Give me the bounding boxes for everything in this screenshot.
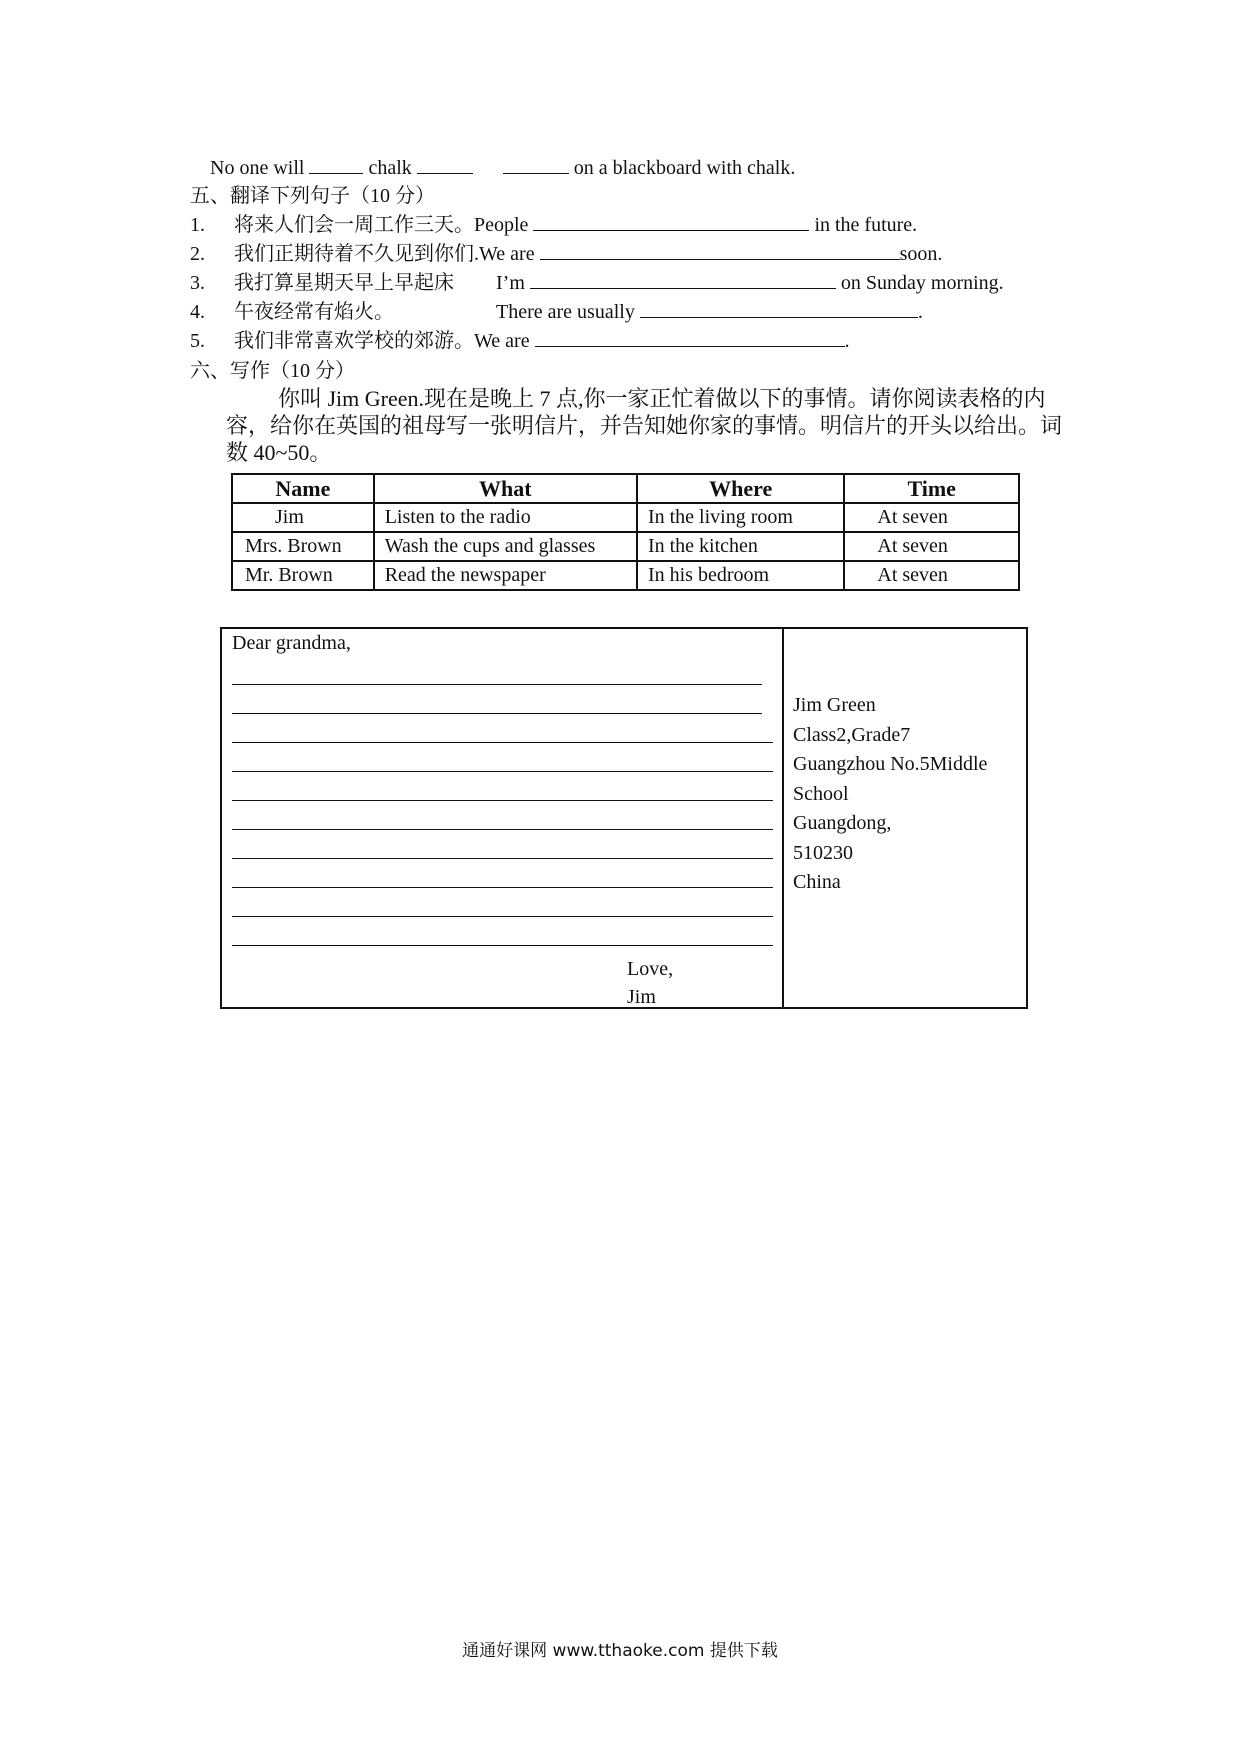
address-line: Guangzhou No.5Middle: [793, 753, 988, 775]
writing-line[interactable]: [232, 771, 773, 772]
writing-line[interactable]: [232, 916, 773, 917]
table-cell: Listen to the radio: [374, 503, 637, 532]
table-row: [232, 532, 1019, 561]
item-number: 2.: [190, 243, 205, 265]
sentence-part: on a blackboard with chalk.: [573, 157, 796, 179]
writing-line[interactable]: [232, 684, 762, 685]
activity-table: [231, 473, 1020, 591]
postcard-divider: [782, 629, 784, 1007]
translation-item-3: [190, 270, 1004, 296]
english-suffix: soon.: [899, 243, 943, 265]
writing-line[interactable]: [232, 829, 773, 830]
translation-item-4: [190, 299, 923, 325]
sentence-part: No one will: [210, 157, 305, 179]
english-prefix: People: [474, 214, 529, 236]
column-header: What: [374, 474, 637, 503]
table-cell: At seven: [844, 503, 1019, 532]
writing-prompt: 你叫 Jim Green.现在是晚上 7 点,你一家正忙着做以下的事情。请你阅读表格的内容，给你在英国的祖母写一张明信片，并告知她你家的事情。明信片的开头以给出。词数 40~50。: [226, 386, 1063, 465]
sentence-part: chalk: [368, 157, 412, 179]
section-five-heading: 五、翻译下列句子（10 分）: [190, 185, 435, 207]
postcard-greeting: Dear grandma,: [232, 632, 351, 654]
item-number: 5.: [190, 330, 205, 352]
table-cell: At seven: [844, 532, 1019, 561]
writing-line[interactable]: [232, 887, 773, 888]
table-cell: Jim: [232, 503, 374, 532]
chinese-sentence: 我们非常喜欢学校的郊游。: [234, 330, 474, 352]
writing-line[interactable]: [232, 945, 773, 946]
answer-blank[interactable]: [530, 270, 836, 289]
address-line: China: [793, 871, 841, 893]
address-line: Jim Green: [793, 694, 876, 716]
translation-item-5: [190, 328, 850, 354]
fill-in-sentence: [210, 155, 795, 181]
answer-blank[interactable]: [535, 328, 845, 347]
answer-blank[interactable]: [640, 299, 918, 318]
table-cell: Read the newspaper: [374, 561, 637, 590]
answer-blank[interactable]: [540, 241, 900, 260]
chinese-sentence: 午夜经常有焰火。: [234, 301, 394, 323]
translation-item-1: [190, 212, 917, 238]
column-header: Time: [844, 474, 1019, 503]
writing-line[interactable]: [232, 858, 773, 859]
table-cell: At seven: [844, 561, 1019, 590]
answer-blank[interactable]: [533, 212, 809, 231]
item-number: 3.: [190, 272, 205, 294]
english-prefix: We are: [479, 243, 535, 265]
page-footer: 通通好课网 www.tthaoke.com 提供下载: [462, 1641, 778, 1661]
item-number: 4.: [190, 301, 205, 323]
column-header: Where: [637, 474, 844, 503]
table-cell: In the living room: [637, 503, 844, 532]
writing-line[interactable]: [232, 800, 773, 801]
postcard-closing: Love,: [627, 958, 674, 980]
english-suffix: on Sunday morning.: [840, 272, 1004, 294]
chinese-sentence: 我们正期待着不久见到你们.: [234, 243, 479, 265]
address-line: Class2,Grade7: [793, 723, 911, 746]
chinese-sentence: 将来人们会一周工作三天。: [234, 214, 474, 236]
address-line: 510230: [793, 841, 853, 864]
table-cell: Mr. Brown: [232, 561, 374, 590]
item-number: 1.: [190, 214, 205, 236]
table-cell: Wash the cups and glasses: [374, 532, 637, 561]
english-suffix: .: [844, 330, 850, 352]
section-six-heading: 六、写作（10 分）: [190, 360, 355, 382]
writing-line[interactable]: [232, 713, 762, 714]
table-row: [232, 561, 1019, 590]
translation-item-2: [190, 241, 942, 267]
table-row: [232, 503, 1019, 532]
answer-blank[interactable]: [503, 155, 569, 174]
postcard-address: [793, 691, 987, 898]
table-cell: In the kitchen: [637, 532, 844, 561]
english-prefix: I’m: [496, 272, 525, 294]
table-cell: In his bedroom: [637, 561, 844, 590]
column-header: Name: [232, 474, 374, 503]
answer-blank[interactable]: [417, 155, 473, 174]
english-suffix: in the future.: [814, 214, 918, 236]
address-line: Guangdong,: [793, 812, 892, 834]
chinese-sentence: 我打算星期天早上早起床: [234, 272, 454, 294]
table-cell: Mrs. Brown: [232, 532, 374, 561]
english-prefix: We are: [474, 330, 530, 352]
writing-line[interactable]: [232, 742, 773, 743]
postcard-signature: Jim: [627, 986, 656, 1008]
postcard: [220, 627, 1028, 1009]
table-header-row: [232, 474, 1019, 503]
address-line: School: [793, 782, 849, 805]
answer-blank[interactable]: [309, 155, 363, 174]
english-prefix: There are usually: [496, 301, 635, 323]
english-suffix: .: [917, 301, 923, 323]
